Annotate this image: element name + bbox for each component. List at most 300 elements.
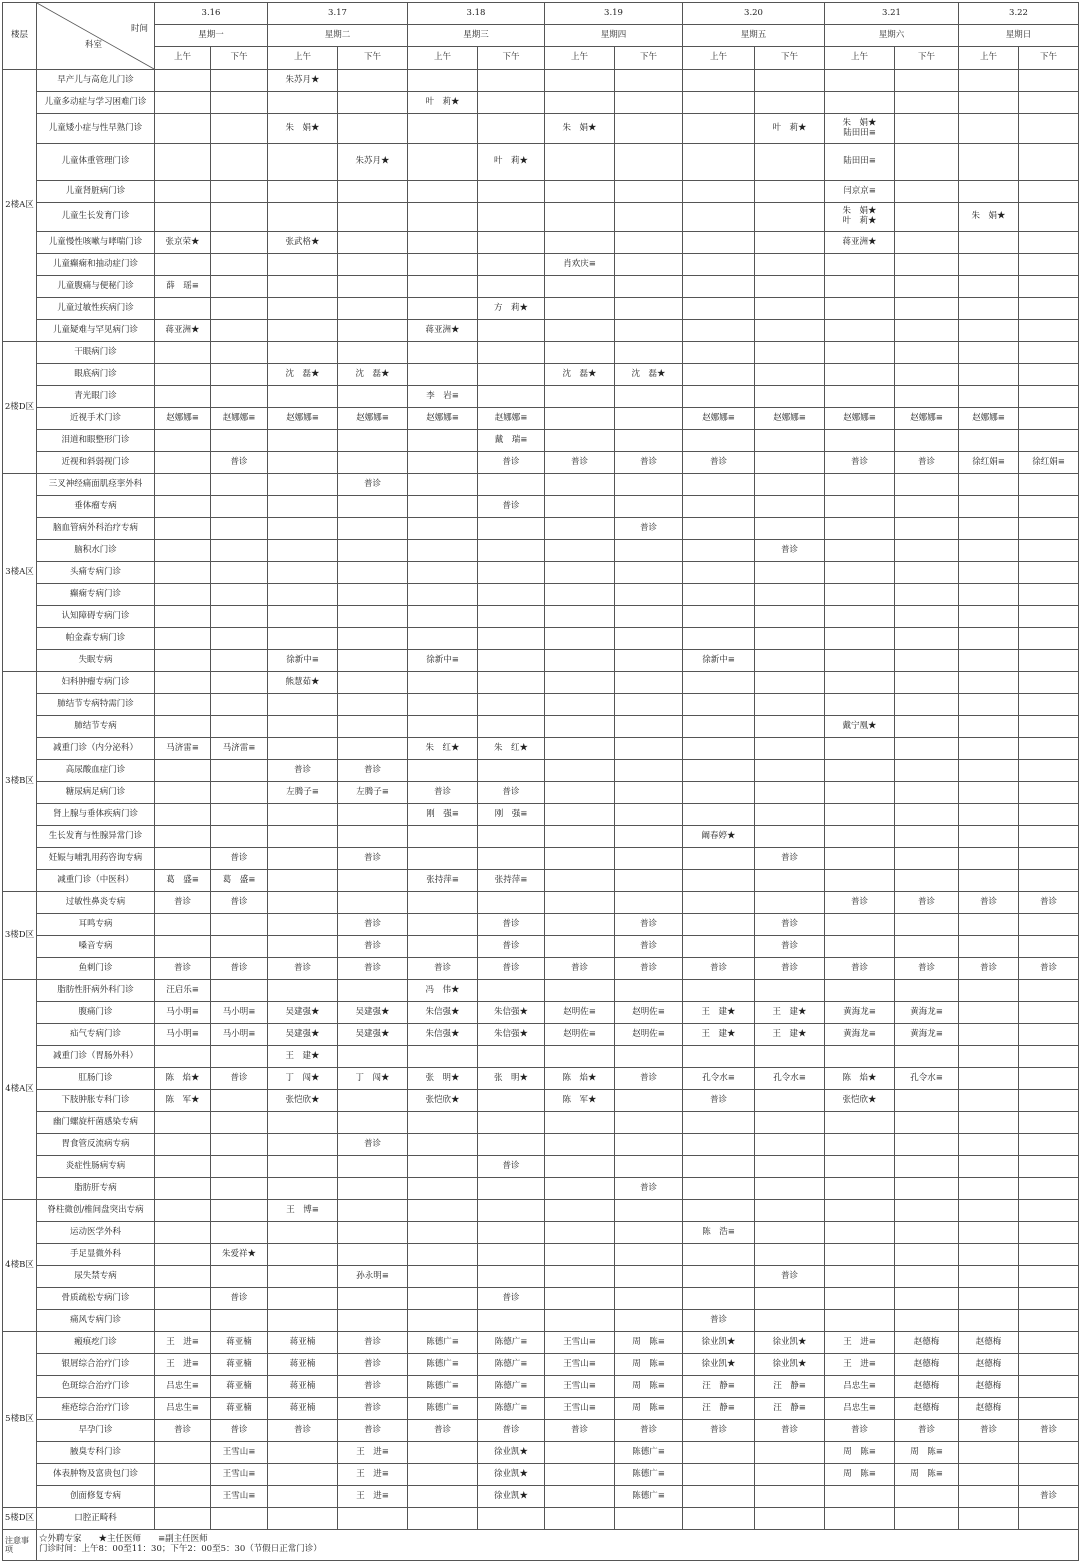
- doctor-cell: [959, 1508, 1019, 1530]
- doctor-cell: [211, 628, 268, 650]
- doctor-cell: [268, 936, 338, 958]
- doctor-cell: [683, 70, 755, 92]
- doctor-cell: [338, 892, 408, 914]
- doctor-cell: 普诊: [615, 936, 683, 958]
- doctor-cell: [1019, 114, 1079, 144]
- doctor-cell: [683, 1244, 755, 1266]
- doctor-cell: [683, 203, 755, 232]
- doctor-cell: [211, 1200, 268, 1222]
- doctor-cell: 周 陈≡: [825, 1442, 895, 1464]
- schedule-row: [3, 70, 1079, 92]
- doctor-cell: [895, 650, 959, 672]
- doctor-cell: [155, 114, 211, 144]
- doctor-cell: [545, 342, 615, 364]
- doctor-cell: [268, 980, 338, 1002]
- doctor-cell: [545, 1266, 615, 1288]
- doctor-cell: [683, 628, 755, 650]
- doctor-cell: 闫京京≡: [825, 181, 895, 203]
- doctor-cell: [545, 782, 615, 804]
- doctor-cell: 汪启乐≡: [155, 980, 211, 1002]
- schedule-row: [3, 1068, 1079, 1090]
- doctor-cell: [755, 562, 825, 584]
- doctor-cell: [268, 562, 338, 584]
- doctor-cell: [895, 1244, 959, 1266]
- doctor-cell: [408, 342, 478, 364]
- doctor-cell: 普诊: [959, 958, 1019, 980]
- morning-header: 上午: [268, 47, 338, 70]
- doctor-cell: 普诊: [683, 1420, 755, 1442]
- doctor-cell: [959, 826, 1019, 848]
- schedule-row: [3, 1310, 1079, 1332]
- doctor-cell: [825, 92, 895, 114]
- doctor-cell: [683, 496, 755, 518]
- doctor-cell: [155, 518, 211, 540]
- doctor-cell: 汪 静≡: [683, 1398, 755, 1420]
- doctor-cell: [408, 254, 478, 276]
- doctor-cell: [895, 342, 959, 364]
- morning-header: 上午: [408, 47, 478, 70]
- doctor-cell: [155, 1486, 211, 1508]
- doctor-cell: 普诊: [155, 892, 211, 914]
- doctor-cell: [755, 1222, 825, 1244]
- doctor-cell: [1019, 70, 1079, 92]
- doctor-cell: [959, 114, 1019, 144]
- doctor-cell: [1019, 540, 1079, 562]
- doctor-cell: [683, 606, 755, 628]
- weekday-header: 星期二: [268, 25, 408, 47]
- doctor-cell: 陈 军★: [545, 1090, 615, 1112]
- doctor-cell: [615, 540, 683, 562]
- doctor-cell: 陈德广≡: [408, 1376, 478, 1398]
- doctor-cell: [755, 694, 825, 716]
- doctor-cell: 沈 磊★: [268, 364, 338, 386]
- doctor-cell: [338, 804, 408, 826]
- doctor-cell: [211, 694, 268, 716]
- doctor-cell: 王雪山≡: [545, 1354, 615, 1376]
- department-cell: 肺结节专病特需门诊: [37, 694, 155, 716]
- doctor-cell: [478, 1134, 545, 1156]
- doctor-cell: [155, 92, 211, 114]
- department-cell: 近视手术门诊: [37, 408, 155, 430]
- doctor-cell: [268, 1244, 338, 1266]
- doctor-cell: [338, 584, 408, 606]
- doctor-cell: [755, 276, 825, 298]
- doctor-cell: [959, 70, 1019, 92]
- doctor-cell: [683, 848, 755, 870]
- doctor-cell: [338, 1200, 408, 1222]
- doctor-cell: [825, 342, 895, 364]
- doctor-cell: [155, 650, 211, 672]
- doctor-cell: [755, 320, 825, 342]
- doctor-cell: 普诊: [615, 452, 683, 474]
- doctor-cell: [959, 1310, 1019, 1332]
- doctor-cell: [755, 474, 825, 496]
- doctor-cell: 普诊: [478, 782, 545, 804]
- doctor-cell: [615, 562, 683, 584]
- doctor-cell: 沈 磊★: [545, 364, 615, 386]
- doctor-cell: [825, 760, 895, 782]
- doctor-cell: 赵娜娜≡: [895, 408, 959, 430]
- doctor-cell: [478, 716, 545, 738]
- doctor-cell: [959, 276, 1019, 298]
- doctor-cell: [268, 342, 338, 364]
- doctor-cell: 普诊: [478, 496, 545, 518]
- department-cell: 下肢肿胀专科门诊: [37, 1090, 155, 1112]
- doctor-cell: 赵娜娜≡: [155, 408, 211, 430]
- department-cell: 儿童腹痛与便秘门诊: [37, 276, 155, 298]
- doctor-cell: 普诊: [211, 452, 268, 474]
- doctor-cell: [211, 1266, 268, 1288]
- doctor-cell: [338, 650, 408, 672]
- doctor-cell: [895, 1200, 959, 1222]
- doctor-cell: 普诊: [755, 848, 825, 870]
- doctor-cell: [338, 430, 408, 452]
- doctor-cell: [895, 232, 959, 254]
- doctor-cell: [959, 364, 1019, 386]
- doctor-cell: [155, 496, 211, 518]
- schedule-row: [3, 716, 1079, 738]
- doctor-cell: 朱苏月★: [268, 70, 338, 92]
- doctor-cell: [268, 1310, 338, 1332]
- department-cell: 鱼刺门诊: [37, 958, 155, 980]
- doctor-cell: [825, 276, 895, 298]
- schedule-row: [3, 1354, 1079, 1376]
- schedule-row: [3, 958, 1079, 980]
- doctor-cell: 普诊: [755, 914, 825, 936]
- doctor-cell: [545, 672, 615, 694]
- doctor-cell: [895, 1134, 959, 1156]
- doctor-cell: [895, 914, 959, 936]
- doctor-cell: [959, 1178, 1019, 1200]
- doctor-cell: [211, 114, 268, 144]
- doctor-cell: [895, 826, 959, 848]
- doctor-cell: [408, 562, 478, 584]
- doctor-cell: [683, 1112, 755, 1134]
- doctor-cell: [268, 1486, 338, 1508]
- doctor-cell: [1019, 1310, 1079, 1332]
- schedule-row: [3, 298, 1079, 320]
- doctor-cell: [545, 1464, 615, 1486]
- doctor-cell: [825, 1046, 895, 1068]
- doctor-cell: 吕忠生≡: [155, 1376, 211, 1398]
- doctor-cell: [895, 848, 959, 870]
- department-cell: 银屑综合治疗门诊: [37, 1354, 155, 1376]
- doctor-cell: 普诊: [825, 452, 895, 474]
- doctor-cell: 徐业凯★: [478, 1464, 545, 1486]
- department-cell: 骨质疏松专病门诊: [37, 1288, 155, 1310]
- schedule-row: [3, 892, 1079, 914]
- doctor-cell: 赵德梅: [895, 1332, 959, 1354]
- doctor-cell: [155, 826, 211, 848]
- doctor-cell: [155, 386, 211, 408]
- doctor-cell: [1019, 782, 1079, 804]
- doctor-cell: 普诊: [268, 760, 338, 782]
- doctor-cell: [683, 892, 755, 914]
- doctor-cell: [545, 804, 615, 826]
- doctor-cell: [211, 342, 268, 364]
- doctor-cell: [825, 518, 895, 540]
- doctor-cell: [545, 496, 615, 518]
- doctor-cell: 蒋亚楠: [211, 1332, 268, 1354]
- doctor-cell: 吴建强★: [338, 1024, 408, 1046]
- doctor-cell: [478, 203, 545, 232]
- doctor-cell: [408, 584, 478, 606]
- doctor-cell: [155, 584, 211, 606]
- doctor-cell: 赵明佐≡: [545, 1024, 615, 1046]
- doctor-cell: [268, 606, 338, 628]
- doctor-cell: 刚 强≡: [478, 804, 545, 826]
- doctor-cell: [268, 1464, 338, 1486]
- doctor-cell: [755, 1288, 825, 1310]
- doctor-cell: [211, 1046, 268, 1068]
- doctor-cell: [959, 1112, 1019, 1134]
- doctor-cell: [155, 1134, 211, 1156]
- doctor-cell: [338, 826, 408, 848]
- doctor-cell: [755, 716, 825, 738]
- date-header: 3.17: [268, 3, 408, 25]
- doctor-cell: [268, 518, 338, 540]
- doctor-cell: [408, 298, 478, 320]
- doctor-cell: [683, 782, 755, 804]
- schedule-row: [3, 254, 1079, 276]
- doctor-cell: [825, 606, 895, 628]
- doctor-cell: [478, 92, 545, 114]
- doctor-cell: [755, 144, 825, 181]
- doctor-cell: 徐业凯★: [683, 1354, 755, 1376]
- doctor-cell: [895, 1508, 959, 1530]
- doctor-cell: 沈 磊★: [338, 364, 408, 386]
- doctor-cell: [408, 203, 478, 232]
- department-cell: 口腔正畸科: [37, 1508, 155, 1530]
- doctor-cell: [408, 716, 478, 738]
- department-cell: 嗓音专病: [37, 936, 155, 958]
- department-cell: 糖尿病足病门诊: [37, 782, 155, 804]
- doctor-cell: [683, 562, 755, 584]
- doctor-cell: 普诊: [545, 958, 615, 980]
- doctor-cell: [895, 584, 959, 606]
- doctor-cell: [545, 914, 615, 936]
- doctor-cell: [478, 1266, 545, 1288]
- doctor-cell: [755, 980, 825, 1002]
- doctor-cell: [825, 540, 895, 562]
- doctor-cell: 普诊: [338, 1134, 408, 1156]
- doctor-cell: [478, 364, 545, 386]
- schedule-row: [3, 320, 1079, 342]
- doctor-cell: [155, 452, 211, 474]
- diagonal-line: [37, 3, 154, 69]
- doctor-cell: [211, 540, 268, 562]
- clinic-schedule: [2, 2, 1078, 1561]
- doctor-cell: [1019, 628, 1079, 650]
- doctor-cell: 普诊: [545, 1420, 615, 1442]
- doctor-cell: 徐新中≡: [268, 650, 338, 672]
- doctor-cell: [683, 1200, 755, 1222]
- department-cell: 减重门诊（中医科）: [37, 870, 155, 892]
- doctor-cell: [478, 826, 545, 848]
- doctor-cell: [478, 70, 545, 92]
- doctor-cell: [825, 1178, 895, 1200]
- doctor-cell: [615, 1200, 683, 1222]
- doctor-cell: [895, 694, 959, 716]
- doctor-cell: [825, 1156, 895, 1178]
- doctor-cell: [1019, 430, 1079, 452]
- doctor-cell: [1019, 1222, 1079, 1244]
- doctor-cell: [825, 1508, 895, 1530]
- doctor-cell: [683, 1046, 755, 1068]
- doctor-cell: [755, 1112, 825, 1134]
- doctor-cell: [1019, 1442, 1079, 1464]
- doctor-cell: [895, 276, 959, 298]
- doctor-cell: 普诊: [338, 914, 408, 936]
- doctor-cell: 王 进≡: [338, 1464, 408, 1486]
- doctor-cell: [825, 1288, 895, 1310]
- doctor-cell: [1019, 254, 1079, 276]
- doctor-cell: 王 进≡: [155, 1332, 211, 1354]
- doctor-cell: [959, 181, 1019, 203]
- department-cell: 脂肪肝专病: [37, 1178, 155, 1200]
- doctor-cell: 赵明佐≡: [615, 1002, 683, 1024]
- doctor-cell: [338, 232, 408, 254]
- doctor-cell: 普诊: [478, 1156, 545, 1178]
- doctor-cell: [683, 738, 755, 760]
- doctor-cell: [959, 1222, 1019, 1244]
- doctor-cell: 陈德广≡: [615, 1464, 683, 1486]
- doctor-cell: [478, 320, 545, 342]
- doctor-cell: [408, 430, 478, 452]
- doctor-cell: 周 陈≡: [615, 1376, 683, 1398]
- doctor-cell: [1019, 672, 1079, 694]
- doctor-cell: [478, 672, 545, 694]
- doctor-cell: [1019, 1068, 1079, 1090]
- doctor-cell: [615, 298, 683, 320]
- doctor-cell: [211, 980, 268, 1002]
- doctor-cell: [338, 1508, 408, 1530]
- doctor-cell: [683, 1464, 755, 1486]
- doctor-cell: 吕忠生≡: [825, 1376, 895, 1398]
- doctor-cell: [211, 1508, 268, 1530]
- doctor-cell: [959, 782, 1019, 804]
- schedule-row: [3, 914, 1079, 936]
- doctor-cell: 蒋亚楠: [268, 1332, 338, 1354]
- doctor-cell: [825, 804, 895, 826]
- doctor-cell: [478, 276, 545, 298]
- floor-cell: 5楼D区: [3, 1508, 37, 1530]
- doctor-cell: 陈德广≡: [408, 1332, 478, 1354]
- doctor-cell: [338, 672, 408, 694]
- doctor-cell: [478, 1178, 545, 1200]
- doctor-cell: [755, 298, 825, 320]
- schedule-row: [3, 1332, 1079, 1354]
- doctor-cell: [895, 562, 959, 584]
- doctor-cell: 马济雷≡: [155, 738, 211, 760]
- doctor-cell: [478, 181, 545, 203]
- doctor-cell: 普诊: [755, 936, 825, 958]
- doctor-cell: 周 陈≡: [895, 1442, 959, 1464]
- doctor-cell: 吴建强★: [338, 1002, 408, 1024]
- doctor-cell: [959, 1442, 1019, 1464]
- doctor-cell: [268, 870, 338, 892]
- doctor-cell: 王 建★: [755, 1024, 825, 1046]
- doctor-cell: [268, 716, 338, 738]
- doctor-cell: [895, 1266, 959, 1288]
- doctor-cell: [338, 386, 408, 408]
- doctor-cell: [615, 203, 683, 232]
- doctor-cell: [615, 474, 683, 496]
- doctor-cell: [1019, 1376, 1079, 1398]
- doctor-cell: [615, 1112, 683, 1134]
- doctor-cell: 赵娜娜≡: [683, 408, 755, 430]
- doctor-cell: 赵德梅: [959, 1376, 1019, 1398]
- doctor-cell: [615, 716, 683, 738]
- doctor-cell: [155, 1266, 211, 1288]
- doctor-cell: 赵德梅: [895, 1376, 959, 1398]
- doctor-cell: [338, 254, 408, 276]
- schedule-row: [3, 114, 1079, 144]
- schedule-row: [3, 386, 1079, 408]
- doctor-cell: [959, 1200, 1019, 1222]
- doctor-cell: [825, 1222, 895, 1244]
- schedule-row: [3, 181, 1079, 203]
- doctor-cell: [268, 892, 338, 914]
- schedule-row: [3, 1112, 1079, 1134]
- doctor-cell: [959, 518, 1019, 540]
- doctor-cell: [615, 276, 683, 298]
- doctor-cell: 普诊: [825, 1420, 895, 1442]
- doctor-cell: [211, 203, 268, 232]
- doctor-cell: 徐新中≡: [408, 650, 478, 672]
- doctor-cell: [338, 1156, 408, 1178]
- doctor-cell: [211, 254, 268, 276]
- schedule-row: [3, 1420, 1079, 1442]
- doctor-cell: [155, 430, 211, 452]
- doctor-cell: [1019, 474, 1079, 496]
- department-cell: 垂体瘤专病: [37, 496, 155, 518]
- doctor-cell: [1019, 1002, 1079, 1024]
- doctor-cell: 蒋亚楠: [211, 1376, 268, 1398]
- doctor-cell: [895, 936, 959, 958]
- doctor-cell: [1019, 650, 1079, 672]
- doctor-cell: [268, 181, 338, 203]
- doctor-cell: 赵娜娜≡: [478, 408, 545, 430]
- doctor-cell: [615, 980, 683, 1002]
- doctor-cell: [155, 1200, 211, 1222]
- doctor-cell: 蒋亚洲★: [408, 320, 478, 342]
- department-cell: 腹痛门诊: [37, 1002, 155, 1024]
- doctor-cell: 普诊: [338, 1354, 408, 1376]
- doctor-cell: [825, 474, 895, 496]
- doctor-cell: 张 明★: [478, 1068, 545, 1090]
- doctor-cell: [545, 518, 615, 540]
- doctor-cell: [1019, 1508, 1079, 1530]
- floor-header: 楼层: [3, 3, 37, 70]
- doctor-cell: [959, 694, 1019, 716]
- doctor-cell: [268, 276, 338, 298]
- doctor-cell: [615, 1288, 683, 1310]
- doctor-cell: [615, 408, 683, 430]
- department-cell: 失眠专病: [37, 650, 155, 672]
- doctor-cell: [1019, 804, 1079, 826]
- doctor-cell: [895, 980, 959, 1002]
- doctor-cell: 普诊: [268, 958, 338, 980]
- doctor-cell: [1019, 914, 1079, 936]
- doctor-cell: [1019, 1398, 1079, 1420]
- doctor-cell: [615, 232, 683, 254]
- doctor-cell: [545, 1222, 615, 1244]
- doctor-cell: [1019, 144, 1079, 181]
- doctor-cell: [211, 70, 268, 92]
- department-cell: 炎症性肠病专病: [37, 1156, 155, 1178]
- doctor-cell: 吕忠生≡: [825, 1398, 895, 1420]
